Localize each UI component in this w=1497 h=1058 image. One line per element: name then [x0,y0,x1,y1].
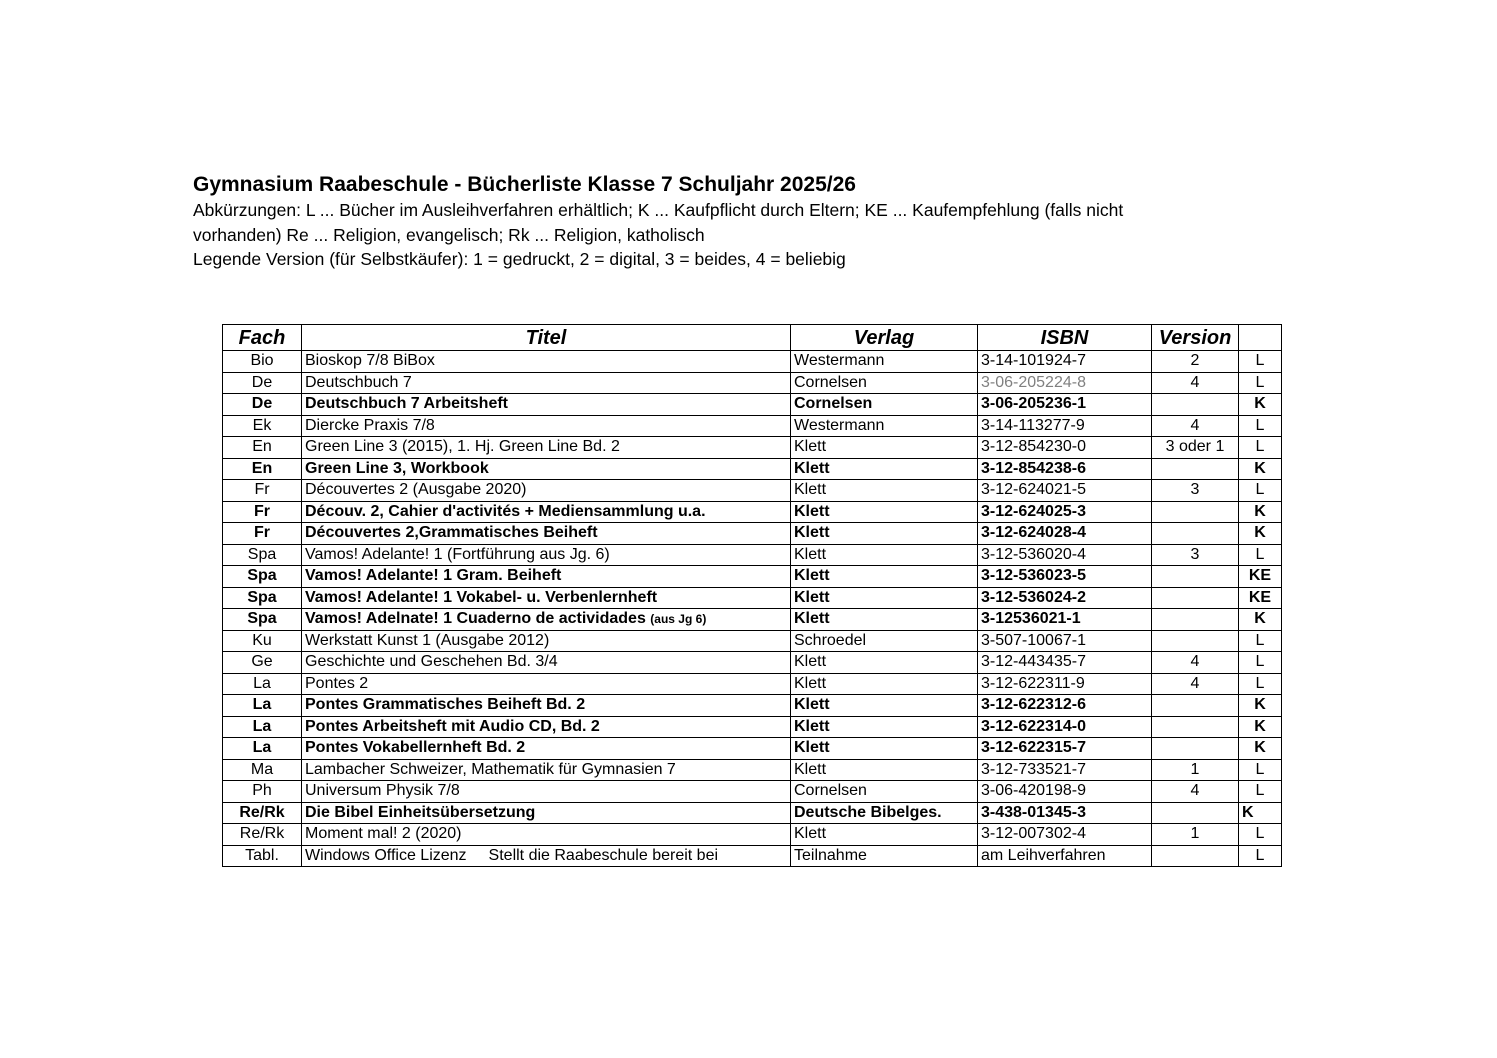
cell-isbn: 3-507-10067-1 [978,630,1152,652]
cell-fach: La [223,716,302,738]
cell-code: K [1239,802,1282,824]
titel-text: Pontes Grammatisches Beiheft Bd. 2 [305,696,586,714]
cell-isbn: 3-12-622312-6 [978,695,1152,717]
cell-version [1152,458,1239,480]
cell-version [1152,609,1239,631]
cell-code: L [1239,437,1282,459]
cell-version: 4 [1152,415,1239,437]
cell-fach: La [223,695,302,717]
cell-titel [302,587,791,609]
table-row [223,566,1282,588]
cell-version [1152,738,1239,760]
cell-isbn: 3-12-007302-4 [978,824,1152,846]
cell-code: L [1239,630,1282,652]
cell-titel [302,566,791,588]
cell-isbn: 3-12-622311-9 [978,673,1152,695]
cell-titel [302,480,791,502]
cell-version [1152,630,1239,652]
cell-fach: Spa [223,566,302,588]
cell-version [1152,845,1239,867]
cell-verlag: Klett [791,480,978,502]
cell-titel [302,695,791,717]
cell-verlag: Klett [791,501,978,523]
cell-isbn: 3-12-622315-7 [978,738,1152,760]
cell-fach: La [223,673,302,695]
cell-titel [302,394,791,416]
cell-code: L [1239,351,1282,373]
cell-version: 4 [1152,372,1239,394]
cell-isbn: 3-12-733521-7 [978,759,1152,781]
cell-isbn: 3-06-205224-8 [978,372,1152,394]
titel-text: Lambacher Schweizer, Mathematik für Gymnasien 7 [305,760,676,778]
column-header-fach: Fach [223,325,302,351]
cell-version: 1 [1152,824,1239,846]
cell-code: L [1239,372,1282,394]
table-row [223,523,1282,545]
titel-text: Vamos! Adelante! 1 (Fortführung aus Jg. 6) [305,545,610,563]
cell-version [1152,802,1239,824]
table-row [223,759,1282,781]
titel-text: Geschichte und Geschehen Bd. 3/4 [305,653,558,671]
table-row [223,544,1282,566]
cell-code: K [1239,716,1282,738]
table-row [223,351,1282,373]
cell-fach: En [223,437,302,459]
cell-verlag: Klett [791,738,978,760]
cell-verlag: Klett [791,523,978,545]
cell-fach: De [223,372,302,394]
titel-text: Vamos! Adelante! 1 Gram. Beiheft [305,567,562,585]
table-row [223,415,1282,437]
cell-version [1152,394,1239,416]
table-row [223,372,1282,394]
cell-fach: La [223,738,302,760]
cell-verlag: Cornelsen [791,394,978,416]
cell-isbn: 3-14-101924-7 [978,351,1152,373]
cell-verlag: Teilnahme [791,845,978,867]
cell-fach: De [223,394,302,416]
table-row [223,394,1282,416]
cell-titel [302,501,791,523]
titel-text: Pontes 2 [305,674,369,692]
cell-code: L [1239,652,1282,674]
titel-text: Universum Physik 7/8 [305,782,460,800]
titel-text: Deutschbuch 7 [305,373,412,391]
cell-titel [302,716,791,738]
cell-titel [302,437,791,459]
version-legend: Legende Version (für Selbstkäufer): 1 = gedruckt, 2 = digital, 3 = beides, 4 = beliebig [193,249,846,269]
cell-titel [302,523,791,545]
cell-verlag: Cornelsen [791,372,978,394]
abbreviations-line-2: vorhanden) Re ... Religion, evangelisch; Rk ... Religion, katholisch [193,224,705,245]
cell-fach: Ma [223,759,302,781]
titel-text: Green Line 3 (2015), 1. Hj. Green Line Bd. 2 [305,438,620,456]
cell-fach: En [223,458,302,480]
cell-version [1152,523,1239,545]
titel-note: (aus Jg 6) [650,612,707,627]
cell-fach: Ku [223,630,302,652]
cell-titel [302,609,791,631]
cell-isbn: 3-12-854230-0 [978,437,1152,459]
cell-code: K [1239,695,1282,717]
cell-code: K [1239,609,1282,631]
cell-isbn: 3-12-622314-0 [978,716,1152,738]
cell-fach: Ph [223,781,302,803]
cell-verlag: Klett [791,716,978,738]
cell-isbn: 3-12-624028-4 [978,523,1152,545]
cell-titel [302,781,791,803]
cell-isbn: 3-14-113277-9 [978,415,1152,437]
cell-verlag: Westermann [791,351,978,373]
cell-version: 1 [1152,759,1239,781]
cell-titel [302,759,791,781]
titel-text: Diercke Praxis 7/8 [305,416,435,434]
cell-titel [302,372,791,394]
cell-verlag: Klett [791,566,978,588]
titel-text: Green Line 3, Workbook [305,459,489,477]
page-title: Gymnasium Raabeschule - Bücherliste Klasse 7 Schuljahr 2025/26 [193,173,856,196]
cell-code: L [1239,480,1282,502]
cell-titel [302,824,791,846]
cell-fach: Re/Rk [223,824,302,846]
cell-fach: Tabl. [223,845,302,867]
titel-text: Pontes Vokabellernheft Bd. 2 [305,739,526,757]
cell-titel [302,652,791,674]
cell-titel [302,845,791,867]
cell-verlag: Klett [791,759,978,781]
cell-version: 2 [1152,351,1239,373]
cell-titel [302,673,791,695]
cell-code: K [1239,738,1282,760]
column-header-verlag: Verlag [791,325,978,351]
table-row [223,716,1282,738]
cell-verlag: Westermann [791,415,978,437]
table-body [223,351,1282,867]
cell-fach: Ek [223,415,302,437]
cell-isbn: 3-12-624021-5 [978,480,1152,502]
book-list-table [222,324,1282,867]
cell-fach: Fr [223,480,302,502]
cell-code: KE [1239,587,1282,609]
table-row [223,738,1282,760]
cell-verlag: Klett [791,458,978,480]
cell-code: L [1239,759,1282,781]
cell-version: 3 oder 1 [1152,437,1239,459]
cell-titel [302,415,791,437]
table-row [223,824,1282,846]
cell-verlag: Deutsche Bibelges. [791,802,978,824]
titel-text: Vamos! Adelnate! 1 Cuaderno de actividades [305,610,646,628]
cell-isbn: am Leihverfahren [978,845,1152,867]
cell-version [1152,716,1239,738]
titel-text: Windows Office Lizenz [305,846,467,864]
cell-verlag: Cornelsen [791,781,978,803]
cell-isbn: 3-12-536020-4 [978,544,1152,566]
table-row [223,480,1282,502]
table-row [223,673,1282,695]
cell-verlag: Klett [791,824,978,846]
titel-text: Deutschbuch 7 Arbeitsheft [305,395,508,413]
cell-verlag: Klett [791,609,978,631]
cell-verlag: Klett [791,437,978,459]
cell-fach: Spa [223,587,302,609]
abbreviations-line-1: Abkürzungen: L ... Bücher im Ausleihverfahren erhältlich; K ... Kaufpflicht durch Eltern; KE ... Kaufempfehlung (falls nicht [193,200,1124,220]
cell-isbn: 3-12-854238-6 [978,458,1152,480]
cell-isbn: 3-06-420198-9 [978,781,1152,803]
titel-extra: Stellt die Raabeschule bereit bei [488,846,719,864]
cell-version [1152,587,1239,609]
table-header-row [223,325,1282,351]
cell-fach: Fr [223,501,302,523]
cell-fach: Spa [223,609,302,631]
cell-version [1152,566,1239,588]
titel-text: Découv. 2, Cahier d'activités + Mediensammlung u.a. [305,502,706,520]
cell-code: KE [1239,566,1282,588]
titel-text: Moment mal! 2 (2020) [305,825,462,843]
cell-version: 3 [1152,544,1239,566]
cell-code: K [1239,523,1282,545]
cell-titel [302,351,791,373]
cell-titel [302,458,791,480]
cell-code: L [1239,415,1282,437]
cell-titel [302,802,791,824]
cell-version [1152,501,1239,523]
titel-text: Pontes Arbeitsheft mit Audio CD, Bd. 2 [305,717,600,735]
titel-text: Bioskop 7/8 BiBox [305,352,435,370]
cell-code: L [1239,824,1282,846]
cell-verlag: Schroedel [791,630,978,652]
cell-fach: Re/Rk [223,802,302,824]
column-header-isbn: ISBN [978,325,1152,351]
cell-isbn: 3-438-01345-3 [978,802,1152,824]
table-row [223,609,1282,631]
cell-verlag: Klett [791,695,978,717]
cell-isbn: 3-12-624025-3 [978,501,1152,523]
cell-verlag: Klett [791,544,978,566]
table-row [223,630,1282,652]
column-header-titel: Titel [302,325,791,351]
table-row [223,695,1282,717]
cell-version [1152,695,1239,717]
table-row [223,437,1282,459]
cell-titel [302,738,791,760]
cell-code: K [1239,501,1282,523]
cell-isbn: 3-12-443435-7 [978,652,1152,674]
cell-code: L [1239,544,1282,566]
cell-code: K [1239,394,1282,416]
cell-code: K [1239,458,1282,480]
column-header-version: Version [1152,325,1239,351]
table-row [223,652,1282,674]
table-row [223,501,1282,523]
cell-verlag: Klett [791,587,978,609]
cell-isbn: 3-12-536024-2 [978,587,1152,609]
document-header [193,172,1273,272]
table-row [223,845,1282,867]
titel-text: Vamos! Adelante! 1 Vokabel- u. Verbenlernheft [305,588,658,606]
book-list-table-container [222,324,1282,867]
titel-text: Die Bibel Einheitsübersetzung [305,803,536,821]
table-row [223,781,1282,803]
cell-titel [302,630,791,652]
cell-code: L [1239,845,1282,867]
cell-code: L [1239,781,1282,803]
cell-version: 4 [1152,652,1239,674]
cell-verlag: Klett [791,652,978,674]
cell-fach: Ge [223,652,302,674]
titel-text: Werkstatt Kunst 1 (Ausgabe 2012) [305,631,550,649]
column-header-code [1239,325,1282,351]
cell-isbn: 3-12536021-1 [978,609,1152,631]
cell-version: 4 [1152,781,1239,803]
table-row [223,802,1282,824]
table-row [223,587,1282,609]
cell-fach: Bio [223,351,302,373]
cell-fach: Spa [223,544,302,566]
titel-text: Découvertes 2,Grammatisches Beiheft [305,524,598,542]
cell-isbn: 3-12-536023-5 [978,566,1152,588]
cell-version: 4 [1152,673,1239,695]
table-row [223,458,1282,480]
cell-fach: Fr [223,523,302,545]
cell-verlag: Klett [791,673,978,695]
cell-version: 3 [1152,480,1239,502]
cell-code: L [1239,673,1282,695]
cell-isbn: 3-06-205236-1 [978,394,1152,416]
titel-text: Découvertes 2 (Ausgabe 2020) [305,481,527,499]
cell-titel [302,544,791,566]
